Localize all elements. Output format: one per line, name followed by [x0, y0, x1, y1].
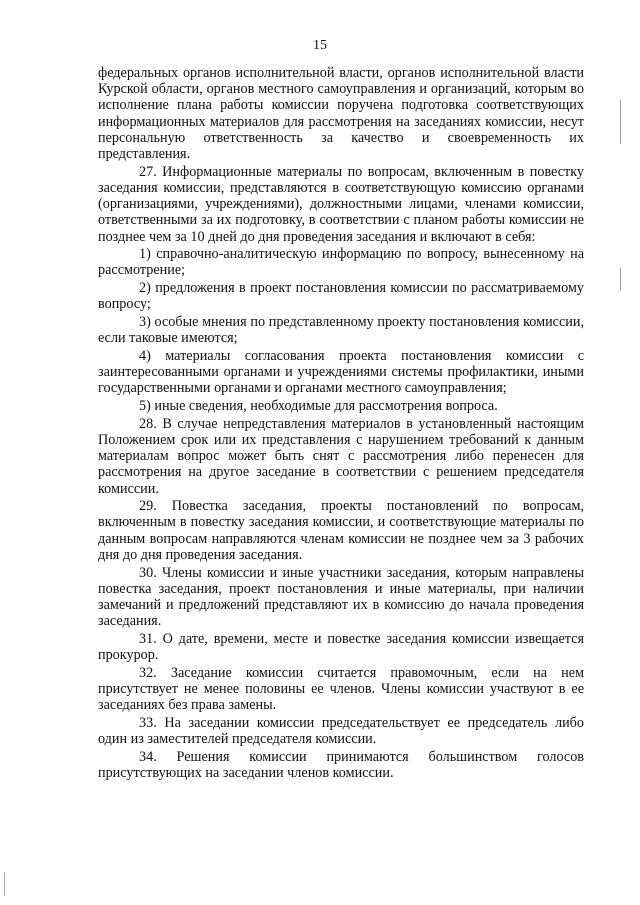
- paragraph-30: 30. Члены комиссии и иные участники заседания, которым направлены повестка заседания, проект постановления и иные материалы, при наличии замечаний и предложений представляют их в комиссию до начала проведения заседания.: [98, 564, 584, 630]
- scan-margin-mark: [620, 268, 621, 290]
- page-number: 15: [313, 38, 327, 53]
- list-item-5: 5) иные сведения, необходимые для рассмотрения вопроса.: [139, 398, 498, 415]
- paragraph-27: 27. Информационные материалы по вопросам, включенным в повестку заседания комиссии, представляются в соответствующую комиссию органами (организациями, учреждениями), должностными лицами, членами комиссии, ответственными за их подготовку, в соответствии с планом работы комиссии не позднее чем за 10 дней до дня проведения заседания и включают в себя:: [98, 163, 584, 245]
- list-item-1: 1) справочно-аналитическую информацию по вопросу, вынесенному на рассмотрение;: [98, 246, 584, 279]
- paragraph-continuation: федеральных органов исполнительной власти, органов исполнительной власти Курской области, органов местного самоуправления и организаций, которым во исполнение плана работы комиссии поручена подготовка соответствующих информационных материалов для рассмотрения на заседаниях комиссии, несут персональную ответственность за качество и своевременность их представления.: [98, 65, 584, 163]
- scan-margin-mark: [620, 100, 621, 144]
- paragraph-32: 32. Заседание комиссии считается правомочным, если на нем присутствует не менее половины ее членов. Члены комиссии участвуют в ее заседаниях без права замены.: [98, 664, 584, 714]
- list-item-2: 2) предложения в проект постановления комиссии по рассматриваемому вопросу;: [98, 280, 584, 313]
- list-item-4: 4) материалы согласования проекта постановления комиссии с заинтересованными органами и учреждениями системы профилактики, иными государственными органами и органами местного самоуправления;: [98, 347, 584, 397]
- paragraph-33: 33. На заседании комиссии председательствует ее председатель либо один из заместителей председателя комиссии.: [98, 714, 584, 748]
- paragraph-31: 31. О дате, времени, месте и повестке заседания комиссии извещается прокурор.: [98, 630, 584, 664]
- paragraph-34: 34. Решения комиссии принимаются большинством голосов присутствующих на заседании членов комиссии.: [98, 748, 584, 782]
- scan-edge-mark: [4, 872, 5, 896]
- paragraph-28: 28. В случае непредставления материалов в установленный настоящим Положением срок или их представления с нарушением требований к данным материалам вопрос может быть снят с рассмотрения либо перенесен для рассмотрения на другое заседание в соответствии с решением председателя комиссии.: [98, 415, 584, 497]
- paragraph-29: 29. Повестка заседания, проекты постановлений по вопросам, включенным в повестку заседания комиссии, и соответствующие материалы по данным вопросам направляются членам комиссии не позднее чем за 3 рабочих дня до дня проведения заседания.: [98, 498, 584, 563]
- list-item-3: 3) особые мнения по представленному проекту постановления комиссии, если таковые имеются;: [98, 314, 584, 347]
- document-body: [98, 65, 584, 783]
